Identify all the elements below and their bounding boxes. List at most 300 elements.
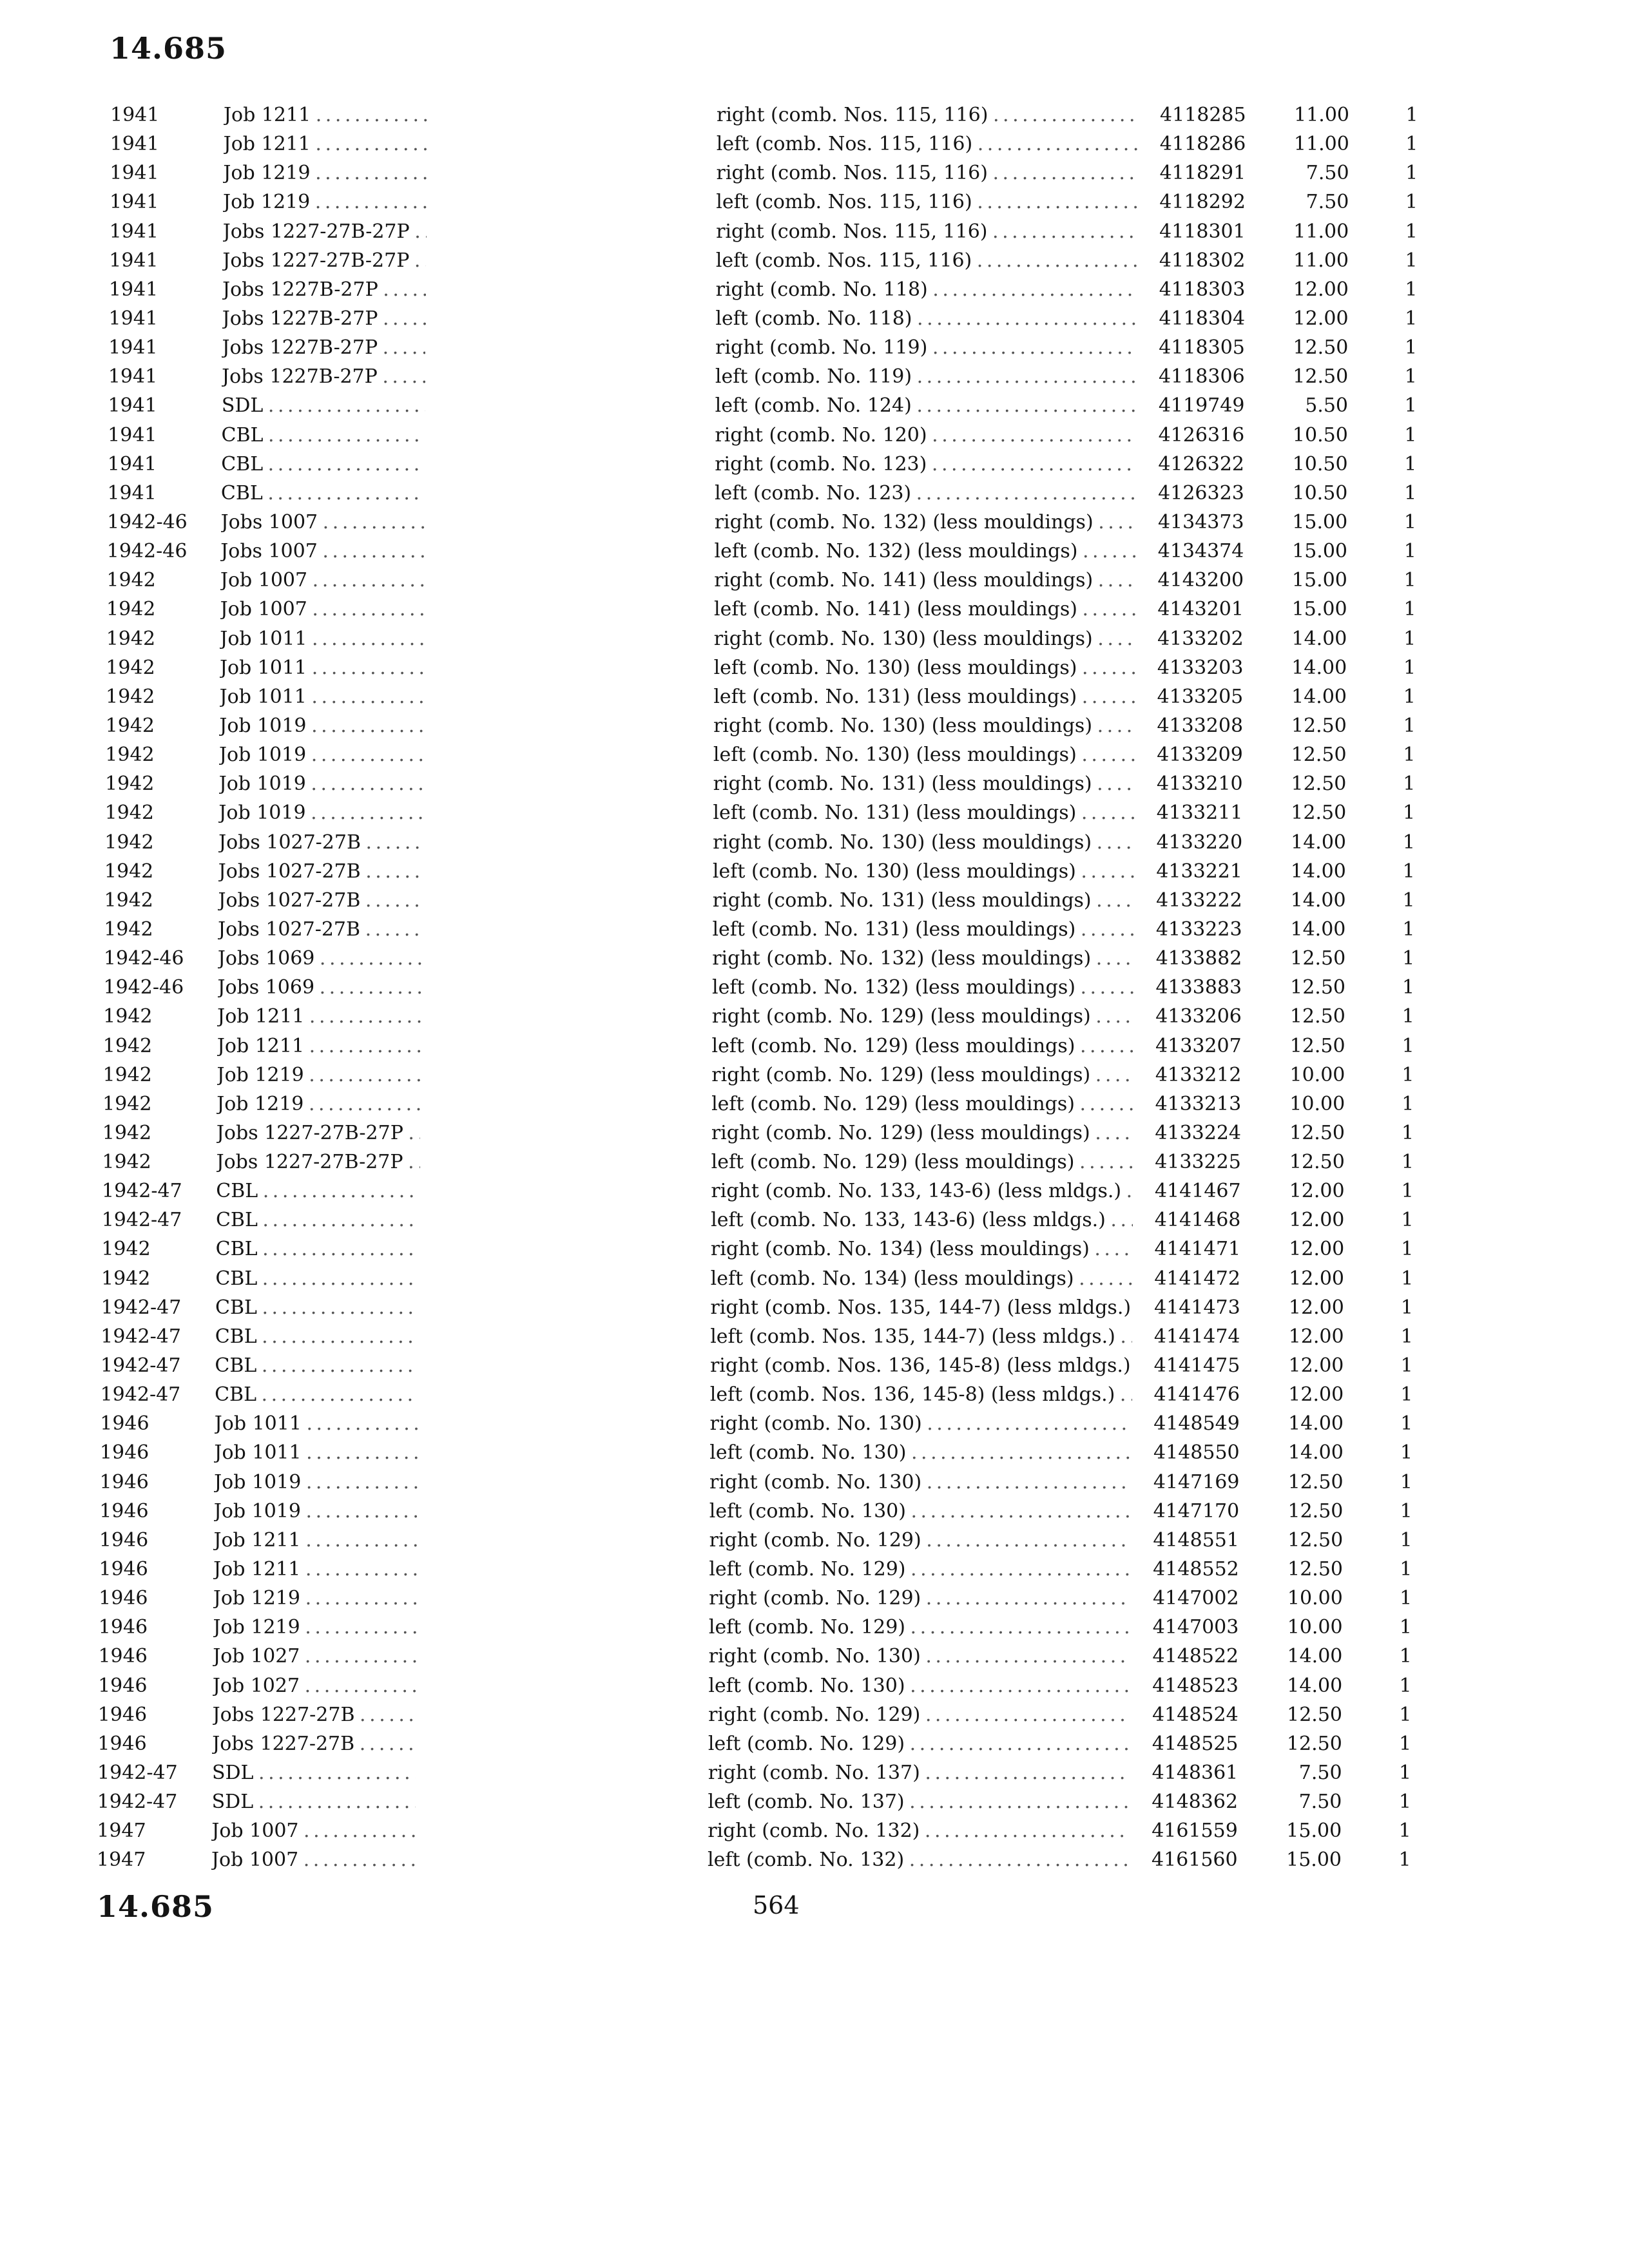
description-cell: right (comb. Nos. 115, 116) . . . — [717, 101, 1139, 130]
year-cell: 1941 — [109, 249, 159, 272]
quantity-cell: 1 — [1403, 685, 1416, 708]
part-number-cell: 4133202 — [1157, 627, 1244, 650]
description-cell: left (comb. No. 129) . . . — [709, 1555, 1131, 1584]
price-cell: 12.00 — [1289, 1209, 1345, 1232]
table-row — [0, 1032, 1629, 1061]
year-cell: 1942 — [102, 1092, 152, 1115]
year-cell: 1942 — [106, 656, 155, 679]
table-row — [0, 275, 1629, 304]
price-cell: 14.00 — [1291, 831, 1346, 854]
quantity-cell: 1 — [1402, 1034, 1414, 1057]
price-cell: 12.50 — [1287, 1703, 1342, 1726]
model-cell: Jobs 1007 . . . — [221, 508, 425, 537]
part-number-cell: 4119749 — [1158, 394, 1245, 418]
model-cell: CBL . . . — [216, 1235, 419, 1264]
part-number-cell: 4118291 — [1159, 162, 1246, 185]
table-row — [0, 1555, 1629, 1584]
quantity-cell: 1 — [1399, 1703, 1412, 1726]
model-cell: Job 1007 . . . — [211, 1816, 415, 1845]
quantity-cell: 1 — [1402, 1063, 1414, 1086]
description-cell: right (comb. Nos. 115, 116) . . . — [716, 217, 1138, 246]
description-cell: right (comb. Nos. 135, 144-7) (less mldgs.) . . . — [710, 1293, 1132, 1322]
price-cell: 12.00 — [1289, 1238, 1345, 1261]
part-number-cell: 4134374 — [1157, 540, 1244, 563]
table-row — [0, 1671, 1629, 1700]
price-cell: 12.00 — [1288, 1354, 1344, 1378]
price-cell: 15.00 — [1292, 510, 1348, 533]
part-number-cell: 4133882 — [1155, 947, 1242, 970]
quantity-cell: 1 — [1403, 744, 1416, 767]
year-cell: 1941 — [108, 394, 157, 418]
table-row — [0, 508, 1629, 537]
quantity-cell: 1 — [1399, 1616, 1412, 1639]
quantity-cell: 1 — [1403, 627, 1416, 650]
model-cell: Jobs 1007 . . . — [220, 537, 424, 566]
year-cell: 1942 — [102, 1121, 152, 1144]
quantity-cell: 1 — [1405, 307, 1418, 330]
year-cell: 1942 — [106, 598, 156, 621]
table-row — [0, 304, 1629, 333]
model-cell: Jobs 1027-27B . . . — [218, 828, 422, 857]
quantity-cell: 1 — [1400, 1558, 1412, 1581]
price-cell: 7.50 — [1298, 1762, 1342, 1785]
table-row — [0, 1700, 1629, 1729]
price-cell: 12.00 — [1293, 307, 1349, 330]
model-cell: Job 1019 . . . — [214, 1468, 418, 1497]
year-cell: 1942-47 — [101, 1209, 182, 1232]
price-cell: 11.00 — [1293, 133, 1349, 156]
table-row — [0, 333, 1629, 362]
price-cell: 12.50 — [1290, 947, 1346, 970]
quantity-cell: 1 — [1404, 336, 1418, 360]
model-cell: Job 1011 . . . — [220, 682, 423, 711]
price-cell: 12.50 — [1286, 1732, 1342, 1755]
description-cell: right (comb. No. 132) . . . — [708, 1816, 1130, 1845]
quantity-cell: 1 — [1403, 540, 1416, 563]
part-number-cell: 4133207 — [1155, 1034, 1242, 1057]
model-cell: Job 1007 . . . — [220, 595, 424, 624]
year-cell: 1942-46 — [106, 540, 188, 563]
table-row — [0, 391, 1629, 420]
table-row — [0, 1438, 1629, 1467]
description-cell: left (comb. No. 124) . . . — [715, 391, 1137, 420]
quantity-cell: 1 — [1400, 1383, 1413, 1407]
year-cell: 1941 — [110, 162, 159, 185]
year-cell: 1946 — [97, 1703, 148, 1726]
table-row — [0, 1497, 1629, 1526]
quantity-cell: 1 — [1401, 1151, 1414, 1174]
quantity-cell: 1 — [1401, 1267, 1414, 1290]
price-cell: 10.00 — [1289, 1092, 1345, 1115]
model-cell: CBL . . . — [216, 1177, 419, 1206]
model-cell: Jobs 1227-27B-27P . . . — [217, 1119, 420, 1148]
year-cell: 1941 — [108, 307, 158, 330]
model-cell: Job 1211 . . . — [213, 1555, 417, 1584]
part-number-cell: 4148362 — [1152, 1791, 1239, 1814]
model-cell: Job 1007 . . . — [211, 1845, 415, 1874]
part-number-cell: 4148361 — [1152, 1762, 1239, 1785]
description-cell: left (comb. No. 130) (less mouldings) . . . — [714, 653, 1136, 682]
table-row — [0, 624, 1629, 653]
quantity-cell: 1 — [1405, 278, 1418, 301]
table-row — [0, 187, 1629, 216]
price-cell: 12.50 — [1291, 773, 1347, 796]
description-cell: right (comb. No. 131) (less mouldings) . . . — [713, 886, 1135, 915]
price-cell: 7.50 — [1306, 191, 1349, 214]
year-cell: 1946 — [99, 1441, 149, 1465]
price-cell: 12.50 — [1287, 1499, 1344, 1523]
part-number-cell: 4143201 — [1157, 598, 1244, 621]
description-cell: left (comb. Nos. 115, 116) . . . — [716, 246, 1138, 275]
price-cell: 15.00 — [1292, 540, 1347, 563]
part-number-cell: 4141467 — [1154, 1180, 1241, 1203]
year-cell: 1942 — [102, 1151, 151, 1174]
table-row — [0, 1409, 1629, 1438]
part-number-cell: 4118303 — [1159, 278, 1246, 301]
part-number-cell: 4148525 — [1152, 1732, 1239, 1755]
description-cell: right (comb. No. 137) . . . — [708, 1758, 1130, 1787]
year-cell: 1946 — [100, 1412, 149, 1436]
part-number-cell: 4148551 — [1153, 1528, 1239, 1552]
year-cell: 1942 — [104, 918, 153, 941]
table-row — [0, 973, 1629, 1002]
part-number-cell: 4133883 — [1155, 976, 1242, 999]
price-cell: 5.50 — [1305, 394, 1348, 418]
quantity-cell: 1 — [1402, 976, 1415, 999]
description-cell: left (comb. Nos. 136, 145-8) (less mldgs.) . . . — [710, 1380, 1132, 1409]
description-cell: left (comb. No. 129) (less mouldings) . . . — [711, 1148, 1133, 1177]
price-cell: 14.00 — [1290, 889, 1346, 912]
description-cell: left (comb. No. 129) (less mouldings) . . . — [711, 1090, 1133, 1119]
part-number-cell: 4133221 — [1156, 860, 1242, 883]
price-cell: 11.00 — [1294, 104, 1349, 126]
quantity-cell: 1 — [1400, 1412, 1413, 1436]
quantity-cell: 1 — [1405, 133, 1418, 156]
quantity-cell: 1 — [1404, 481, 1417, 505]
part-number-cell: 4133211 — [1156, 802, 1243, 825]
description-cell: right (comb. No. 130) (less mouldings) . . . — [714, 624, 1136, 653]
table-row — [0, 1526, 1629, 1555]
description-cell: right (comb. No. 132) (less mouldings) . . . — [715, 508, 1137, 537]
year-cell: 1946 — [97, 1732, 147, 1755]
model-cell: CBL . . . — [215, 1293, 419, 1322]
description-cell: left (comb. No. 129) (less mouldings) . . . — [712, 1032, 1134, 1061]
table-row — [0, 1177, 1629, 1206]
model-cell: CBL . . . — [215, 1380, 418, 1409]
table-row — [0, 886, 1629, 915]
model-cell: Job 1219 . . . — [217, 1061, 421, 1090]
year-cell: 1942 — [104, 802, 154, 825]
price-cell: 10.00 — [1287, 1587, 1343, 1610]
part-number-cell: 4126316 — [1158, 423, 1245, 447]
year-cell: 1942 — [106, 627, 156, 650]
table-row — [0, 246, 1629, 275]
table-row — [0, 159, 1629, 187]
model-cell: Jobs 1069 . . . — [218, 973, 421, 1002]
table-row — [0, 798, 1629, 827]
description-cell: left (comb. No. 132) (less mouldings) . . . — [712, 973, 1134, 1002]
description-cell: left (comb. No. 141) (less mouldings) . . . — [714, 595, 1136, 624]
description-cell: right (comb. No. 129) (less mouldings) . . . — [712, 1002, 1134, 1031]
model-cell: Jobs 1227-27B-27P . . . — [217, 1148, 420, 1177]
description-cell: right (comb. No. 134) (less mouldings) . . . — [711, 1235, 1133, 1264]
year-cell: 1946 — [99, 1558, 148, 1581]
price-cell: 12.50 — [1290, 976, 1345, 999]
part-number-cell: 4141474 — [1153, 1325, 1240, 1348]
price-cell: 14.00 — [1291, 627, 1347, 650]
quantity-cell: 1 — [1403, 569, 1416, 592]
quantity-cell: 1 — [1403, 510, 1416, 533]
quantity-cell: 1 — [1402, 1121, 1414, 1144]
year-cell: 1941 — [108, 278, 159, 301]
part-number-cell: 4133210 — [1157, 773, 1243, 796]
year-cell: 1942 — [104, 889, 153, 912]
year-cell: 1942-47 — [101, 1296, 182, 1319]
price-cell: 14.00 — [1290, 918, 1346, 941]
price-cell: 12.00 — [1289, 1180, 1345, 1203]
part-number-cell: 4118302 — [1159, 249, 1246, 272]
description-cell: left (comb. No. 130) (less mouldings) . . . — [713, 857, 1135, 886]
model-cell: Job 1211 . . . — [224, 130, 427, 159]
price-cell: 12.50 — [1293, 365, 1349, 389]
table-row — [0, 1845, 1629, 1874]
description-cell: right (comb. No. 129) . . . — [709, 1584, 1131, 1613]
section-code-header: 14.685 — [110, 31, 227, 66]
quantity-cell: 1 — [1405, 104, 1418, 126]
year-cell: 1942 — [104, 860, 154, 883]
quantity-cell: 1 — [1398, 1820, 1411, 1843]
model-cell: Job 1019 . . . — [214, 1497, 418, 1526]
year-cell: 1946 — [98, 1645, 148, 1668]
year-cell: 1946 — [99, 1470, 149, 1494]
part-number-cell: 4148552 — [1153, 1558, 1239, 1581]
quantity-cell: 1 — [1400, 1325, 1413, 1348]
quantity-cell: 1 — [1405, 220, 1418, 243]
quantity-cell: 1 — [1400, 1528, 1412, 1552]
description-cell: right (comb. No. 141) (less mouldings) . . . — [714, 566, 1136, 595]
part-number-cell: 4133205 — [1157, 685, 1244, 708]
part-number-cell: 4133206 — [1155, 1005, 1242, 1028]
model-cell: Job 1019 . . . — [218, 798, 422, 827]
model-cell: Job 1019 . . . — [219, 769, 423, 798]
model-cell: SDL . . . — [212, 1758, 416, 1787]
part-number-cell: 4133209 — [1157, 744, 1243, 767]
quantity-cell: 1 — [1399, 1645, 1412, 1668]
year-cell: 1942-46 — [103, 947, 184, 970]
parts-table — [0, 101, 1629, 1875]
price-cell: 12.00 — [1288, 1325, 1344, 1348]
part-number-cell: 4118301 — [1159, 220, 1246, 243]
part-number-cell: 4161560 — [1152, 1849, 1238, 1872]
year-cell: 1942 — [106, 569, 156, 592]
part-number-cell: 4147002 — [1152, 1587, 1239, 1610]
model-cell: Job 1211 . . . — [213, 1526, 417, 1555]
price-cell: 12.00 — [1288, 1296, 1344, 1319]
price-cell: 15.00 — [1286, 1820, 1342, 1843]
model-cell: Jobs 1069 . . . — [218, 944, 421, 973]
description-cell: right (comb. No. 129) . . . — [709, 1526, 1132, 1555]
table-row — [0, 1351, 1629, 1380]
part-number-cell: 4118304 — [1159, 307, 1246, 330]
year-cell: 1942-46 — [107, 510, 188, 533]
price-cell: 14.00 — [1287, 1645, 1343, 1668]
quantity-cell: 1 — [1402, 918, 1415, 941]
part-number-cell: 4133208 — [1157, 714, 1244, 737]
description-cell: right (comb. No. 130) . . . — [709, 1642, 1131, 1671]
table-row — [0, 450, 1629, 479]
model-cell: SDL . . . — [212, 1787, 416, 1816]
quantity-cell: 1 — [1400, 1354, 1413, 1378]
part-number-cell: 4147003 — [1152, 1616, 1239, 1639]
year-cell: 1946 — [99, 1587, 148, 1610]
quantity-cell: 1 — [1402, 947, 1415, 970]
description-cell: right (comb. No. 130) . . . — [709, 1468, 1132, 1497]
price-cell: 10.00 — [1287, 1616, 1343, 1639]
year-cell: 1942-47 — [97, 1762, 178, 1785]
part-number-cell: 4141468 — [1154, 1209, 1241, 1232]
model-cell: Job 1019 . . . — [219, 711, 423, 740]
description-cell: left (comb. No. 131) (less mouldings) . . . — [713, 798, 1135, 827]
year-cell: 1941 — [108, 336, 158, 360]
quantity-cell: 1 — [1400, 1499, 1412, 1523]
quantity-cell: 1 — [1401, 1180, 1414, 1203]
quantity-cell: 1 — [1404, 394, 1417, 418]
table-row — [0, 1729, 1629, 1758]
table-row — [0, 479, 1629, 508]
price-cell: 12.00 — [1293, 278, 1349, 301]
model-cell: CBL . . . — [216, 1206, 419, 1235]
quantity-cell: 1 — [1402, 831, 1415, 854]
model-cell: Jobs 1227-27B-27P . . . — [223, 217, 427, 246]
model-cell: Job 1011 . . . — [220, 624, 423, 653]
part-number-cell: 4134373 — [1157, 510, 1244, 533]
part-number-cell: 4118305 — [1159, 336, 1245, 360]
table-row — [0, 769, 1629, 798]
model-cell: Job 1011 . . . — [214, 1438, 418, 1467]
part-number-cell: 4133222 — [1156, 889, 1242, 912]
year-cell: 1947 — [97, 1820, 146, 1843]
model-cell: Job 1027 . . . — [213, 1671, 416, 1700]
table-row — [0, 130, 1629, 159]
quantity-cell: 1 — [1398, 1791, 1411, 1814]
price-cell: 12.50 — [1289, 1005, 1345, 1028]
part-number-cell: 4118285 — [1160, 104, 1246, 126]
part-number-cell: 4143200 — [1157, 569, 1244, 592]
table-row — [0, 566, 1629, 595]
quantity-cell: 1 — [1401, 1209, 1414, 1232]
year-cell: 1941 — [109, 220, 159, 243]
description-cell: left (comb. No. 123) . . . — [715, 479, 1137, 508]
part-number-cell: 4141475 — [1153, 1354, 1240, 1378]
model-cell: Job 1211 . . . — [217, 1032, 421, 1061]
price-cell: 12.50 — [1291, 744, 1347, 767]
year-cell: 1942 — [105, 714, 155, 737]
model-cell: Job 1007 . . . — [220, 566, 424, 595]
price-cell: 7.50 — [1298, 1791, 1342, 1814]
table-row — [0, 1235, 1629, 1264]
table-row — [0, 1758, 1629, 1787]
section-code-footer: 14.685 — [97, 1889, 215, 1924]
description-cell: left (comb. No. 130) (less mouldings) . . . — [713, 740, 1135, 769]
quantity-cell: 1 — [1405, 249, 1418, 272]
year-cell: 1942 — [102, 1063, 152, 1086]
year-cell: 1942 — [104, 831, 154, 854]
description-cell: left (comb. Nos. 115, 116) . . . — [717, 130, 1139, 159]
table-row — [0, 1206, 1629, 1235]
table-row — [0, 1642, 1629, 1671]
quantity-cell: 1 — [1402, 1005, 1414, 1028]
part-number-cell: 4147169 — [1153, 1470, 1240, 1494]
part-number-cell: 4118292 — [1159, 191, 1246, 214]
table-row — [0, 828, 1629, 857]
part-number-cell: 4133203 — [1157, 656, 1244, 679]
quantity-cell: 1 — [1403, 773, 1416, 796]
model-cell: SDL . . . — [222, 391, 425, 420]
table-row — [0, 1061, 1629, 1090]
year-cell: 1942-47 — [97, 1791, 178, 1814]
quantity-cell: 1 — [1400, 1441, 1413, 1465]
part-number-cell: 4148523 — [1152, 1674, 1239, 1697]
description-cell: right (comb. No. 133, 143-6) (less mldgs.) . . . — [711, 1177, 1133, 1206]
price-cell: 11.00 — [1293, 249, 1349, 272]
quantity-cell: 1 — [1403, 598, 1416, 621]
model-cell: Jobs 1227-27B-27P . . . — [222, 246, 426, 275]
description-cell: left (comb. No. 134) (less mouldings) . . . — [711, 1264, 1133, 1293]
model-cell: Job 1219 . . . — [217, 1090, 420, 1119]
quantity-cell: 1 — [1399, 1732, 1412, 1755]
price-cell: 15.00 — [1291, 598, 1347, 621]
part-number-cell: 4148522 — [1152, 1645, 1239, 1668]
year-cell: 1947 — [97, 1849, 146, 1872]
year-cell: 1941 — [109, 191, 159, 214]
table-row — [0, 915, 1629, 944]
part-number-cell: 4133223 — [1155, 918, 1242, 941]
description-cell: left (comb. No. 119) . . . — [715, 362, 1137, 391]
year-cell: 1941 — [107, 452, 157, 476]
year-cell: 1942-47 — [100, 1383, 181, 1407]
description-cell: right (comb. No. 119) . . . — [715, 333, 1137, 362]
year-cell: 1942 — [101, 1267, 151, 1290]
part-number-cell: 4141473 — [1154, 1296, 1240, 1319]
description-cell: left (comb. No. 118) . . . — [715, 304, 1137, 333]
model-cell: Jobs 1227B-27P . . . — [222, 333, 425, 362]
description-cell: left (comb. No. 131) (less mouldings) . . . — [713, 682, 1135, 711]
part-number-cell: 4118306 — [1159, 365, 1245, 389]
year-cell: 1942 — [104, 773, 155, 796]
quantity-cell: 1 — [1400, 1587, 1412, 1610]
table-row — [0, 740, 1629, 769]
price-cell: 14.00 — [1290, 860, 1346, 883]
part-number-cell: 4133220 — [1156, 831, 1243, 854]
year-cell: 1942-46 — [103, 976, 184, 999]
model-cell: CBL . . . — [215, 1322, 419, 1351]
price-cell: 10.50 — [1292, 481, 1348, 505]
quantity-cell: 1 — [1402, 1092, 1414, 1115]
price-cell: 12.50 — [1289, 1151, 1345, 1174]
model-cell: Job 1219 . . . — [213, 1584, 417, 1613]
description-cell: left (comb. No. 129) . . . — [708, 1729, 1130, 1758]
model-cell: Job 1011 . . . — [220, 653, 423, 682]
model-cell: CBL . . . — [215, 1264, 419, 1293]
quantity-cell: 1 — [1399, 1674, 1412, 1697]
year-cell: 1941 — [110, 104, 160, 126]
year-cell: 1942 — [101, 1238, 151, 1261]
price-cell: 10.50 — [1292, 452, 1348, 476]
table-row — [0, 653, 1629, 682]
model-cell: Job 1019 . . . — [219, 740, 423, 769]
table-row — [0, 1468, 1629, 1497]
model-cell: Job 1211 . . . — [224, 101, 427, 130]
